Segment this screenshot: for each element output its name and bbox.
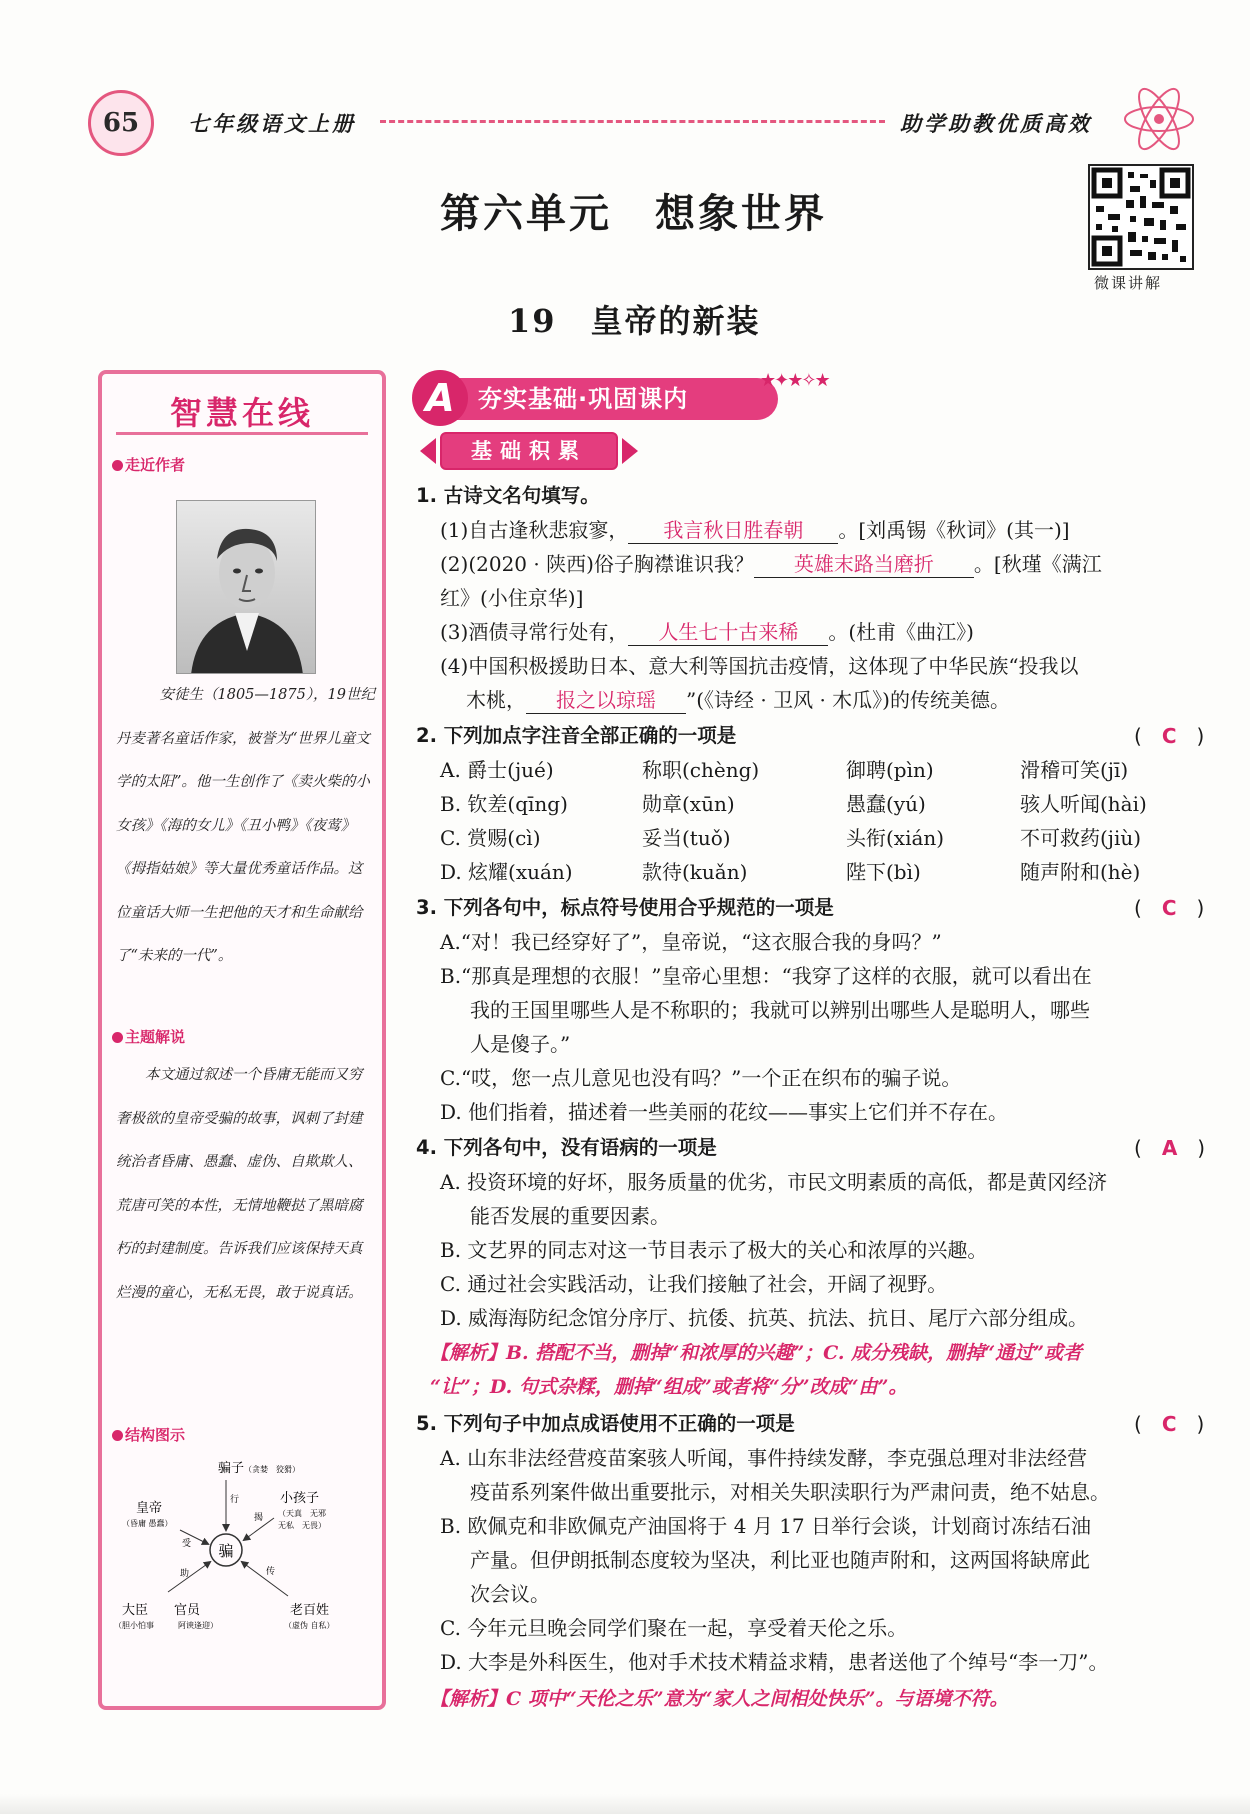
q2-option-cell: 称职(chèng) [642,758,760,782]
q3-title: 3. 下列各句中，标点符号使用合乎规范的一项是 [416,896,834,919]
diagram-right-arrow: 揭 [254,1513,264,1523]
q4-answer-letter: A [1161,1136,1178,1160]
sub-banner [420,432,638,470]
q5-answer-letter: C [1161,1412,1177,1436]
section-author [112,454,185,475]
book-title: 七年级语文上册 [188,111,356,136]
q2-option-cell: 勋章(xūn) [642,792,735,816]
diagram-right-note1: （天真 无邪 [278,1509,326,1518]
q4-title: 4. 下列各句中，没有语病的一项是 [416,1136,717,1159]
q2-option-cell: C. 赏赐(cì) [440,826,541,850]
q5-option-a: A. 山东非法经营疫苗案骇人听闻，事件持续发酵，李克强总理对非法经营 [440,1446,1088,1470]
q1-l3-suffix: 。(杜甫《曲江》) [828,620,974,644]
section-structure [112,1424,185,1445]
header-divider [380,120,885,123]
q1-title: 1. 古诗文名句填写。 [416,484,600,507]
banner-letter: A [412,370,468,426]
q2-title: 2. 下列加点字注音全部正确的一项是 [416,724,737,747]
diagram-top-arrow: 行 [230,1495,240,1505]
q5-option-a-cont: 疫苗系列案件做出重要批示，对相关失职渎职行为严肃问责，绝不姑息。 [470,1480,1110,1504]
bullet-icon [112,1430,123,1441]
q2-option-cell: A. 爵士(jué) [440,758,554,782]
sub-banner-text: 基础积累 [440,432,618,470]
diagram-br-arrow: 传 [266,1567,276,1577]
sidebar-title: 智慧在线 [169,394,314,432]
q1-l2-suffix: 。[秋瑾《满江 [973,552,1102,576]
qr-caption: 微课讲解 [1094,274,1163,292]
unit-title: 第六单元 想象世界 [440,191,827,237]
q4-explanation-cont: “让”；D. 句式杂糅，删掉“组成”或者将“分”改成“由”。 [430,1376,908,1398]
diagram-top: 骗子 [218,1461,245,1476]
diagram-left-note: （昏庸 愚蠢） [122,1519,173,1528]
q2-answer-letter: C [1161,724,1177,748]
q1-answer2: 英雄末路当磨折 [754,548,974,578]
section-theme [112,1026,185,1047]
stars-icon: ★✦★✧★ [760,370,829,391]
q2-option-cell: B. 钦差(qīng) [440,792,568,816]
q1-line2-cont: 红》(小住京华)] [440,586,584,610]
page-number: 65 [88,90,154,156]
q2-option-cell: 款待(kuǎn) [642,860,748,884]
q2-option-cell: 头衔(xián) [846,826,945,850]
q1-l1-suffix: 。[刘禹锡《秋词》(其一)] [838,518,1070,542]
diagram-left: 皇帝 [136,1501,163,1516]
atom-logo-icon [1120,80,1198,158]
q4-option-d: D. 威海海防纪念馆分序厅、抗倭、抗英、抗法、抗日、尾厅六部分组成。 [440,1306,1089,1330]
q1-answer3: 人生七十古来稀 [628,616,828,646]
q2-option-cell: 不可救药(jiù) [1020,826,1142,850]
author-portrait [176,500,316,674]
diagram-top-note: （贪婪 狡猾） [244,1465,300,1474]
q4-option-a-cont: 能否发展的重要因素。 [470,1204,670,1228]
q3-option-b-cont1: 我的王国里哪些人是不称职的；我就可以辨别出哪些人是聪明人，哪些 [470,998,1090,1022]
structure-diagram [108,1454,378,1634]
bullet-icon [112,1032,123,1043]
portrait-icon [177,501,316,674]
triangle-right-icon [622,438,638,464]
q2-option-cell: 御聘(pìn) [846,758,934,782]
q1-l3-prefix: (3)酒债寻常行处有， [440,620,629,644]
diagram-bl-arrow: 助 [180,1569,190,1579]
diagram-bl1: 大臣 [122,1603,149,1618]
q2-option-cell: 随声附和(hè) [1020,860,1141,884]
sidebar-divider [116,432,368,435]
q5-title: 5. 下列句子中加点成语使用不正确的一项是 [416,1412,795,1435]
q1-l2-prefix: (2)(2020 · 陕西)俗子胸襟谁识我？ [440,552,754,576]
q2-option-cell: 愚蠢(yú) [846,792,926,816]
q2-option-cell: 陛下(bì) [846,860,921,884]
q5-option-c: C. 今年元旦晚会同学们聚在一起，享受着天伦之乐。 [440,1616,908,1640]
bullet-icon [112,460,123,471]
lesson-title: 19 皇帝的新装 [508,302,761,340]
q1-line3 [440,616,974,646]
diagram-bl-note2: 阿谀逢迎） [178,1621,218,1630]
q3-option-a: A.“对！我已经穿好了”，皇帝说，“这衣服合我的身吗？” [440,930,942,954]
q3-answer: ( C ) [1134,896,1205,920]
q4-option-b: B. 文艺界的同志对这一节目表示了极大的关心和浓厚的兴趣。 [440,1238,988,1262]
diagram-right: 小孩子 [280,1491,320,1506]
q3-answer-letter: C [1161,896,1177,920]
q5-option-d: D. 大李是外科医生，他对手术技术精益求精，患者送他了个绰号“李一刀”。 [440,1650,1109,1674]
q5-explanation: 【解析】C 项中“天伦之乐”意为“家人之间相处快乐”。与语境不符。 [430,1688,1009,1710]
section-structure-label: 结构图示 [125,1426,186,1444]
q2-option-cell: 骇人听闻(hài) [1020,792,1147,816]
q1-answer4: 报之以琼瑶 [526,684,686,714]
q3-option-b: B.“那真是理想的衣服！”皇帝心里想：“我穿了这样的衣服，就可以看出在 [440,964,1092,988]
q4-option-a: A. 投资环境的好坏，服务质量的优劣，市民文明素质的高低，都是黄冈经济 [440,1170,1108,1194]
q3-option-b-cont2: 人是傻子。” [470,1032,571,1056]
diagram-bl2: 官员 [174,1603,201,1618]
q5-answer: ( C ) [1134,1412,1205,1436]
q1-l1-prefix: (1)自古逢秋悲寂寥， [440,518,629,542]
header-slogan: 助学助教优质高效 [900,111,1092,136]
sidebar-wisdom-online [98,370,386,1710]
section-theme-label: 主题解说 [125,1028,186,1046]
theme-text: 本文通过叙述一个昏庸无能而又穷奢极欲的皇帝受骗的故事，讽刺了封建统治者昏庸、愚蠢、虚伪、自欺欺人、荒唐可笑的本性，无情地鞭挞了黑暗腐朽的封建制度。告诉我们应该保持天真烂漫的童心，无私无畏，敢于说真话。 [116,1067,363,1301]
q1-line1 [440,514,1070,544]
q5-option-b-cont1: 产量。但伊朗抵制态度较为坚决，利比亚也随声附和，这两国将缺席此 [470,1548,1090,1572]
q3-option-c: C.“哎，您一点儿意见也没有吗？”一个正在织布的骗子说。 [440,1066,962,1090]
q4-option-c: C. 通过社会实践活动，让我们接触了社会，开阔了视野。 [440,1272,948,1296]
q2-answer: ( C ) [1134,724,1205,748]
q2-option-cell: 妥当(tuǒ) [642,826,731,850]
author-text: 安徒生（1805—1875），19世纪丹麦著名童话作家，被誉为“世界儿童文学的太阳”。他一生创作了《卖火柴的小女孩》《海的女儿》《丑小鸭》《夜莺》《拇指姑娘》等大量优秀童话作品。这位童话大师一生把他的天才和生命献给了“未来的一代”。 [116,687,376,964]
qr-code-icon [1090,166,1192,268]
page-bottom-edge [0,1794,1250,1814]
diagram-center: 骗 [218,1542,234,1560]
q5-option-b-cont2: 次会议。 [470,1582,550,1606]
q1-l4-prefix: 木桃， [466,688,526,712]
q1-answer1: 我言秋日胜春朝 [628,514,838,544]
section-author-label: 走近作者 [125,456,186,474]
q3-option-d: D. 他们指着，描述着一些美丽的花纹——事实上它们并不存在。 [440,1100,1009,1124]
q2-option-cell: 滑稽可笑(jī) [1020,758,1129,782]
q5-option-b: B. 欧佩克和非欧佩克产油国将于 4 月 17 日举行会谈，计划商讨冻结石油 [440,1514,1092,1538]
diagram-bl-note1: （胆小怕事 [114,1621,154,1630]
q1-line4: (4)中国积极援助日本、意大利等国抗击疫情，这体现了中华民族“投我以 [440,654,1079,678]
diagram-left-arrow: 受 [182,1539,192,1549]
banner-text: 夯实基础·巩固课内 [448,378,778,420]
q4-answer: ( A ) [1134,1136,1206,1160]
section-banner [412,370,792,424]
q2-option-cell: D. 炫耀(xuán) [440,860,573,884]
q1-l4-suffix: ”(《诗经 · 卫风 · 木瓜》)的传统美德。 [686,688,1010,712]
qr-code[interactable] [1088,164,1194,270]
diagram-right-note2: 无私 无畏） [278,1521,326,1530]
q1-line4-cont [466,684,1010,714]
diagram-br-note: （虚伪 自私） [284,1621,335,1630]
diagram-br: 老百姓 [290,1603,330,1618]
q1-line2 [440,548,1102,578]
triangle-left-icon [420,438,436,464]
q4-explanation: 【解析】B. 搭配不当，删掉“和浓厚的兴趣”；C. 成分残缺，删掉“通过”或者 [430,1342,1083,1364]
